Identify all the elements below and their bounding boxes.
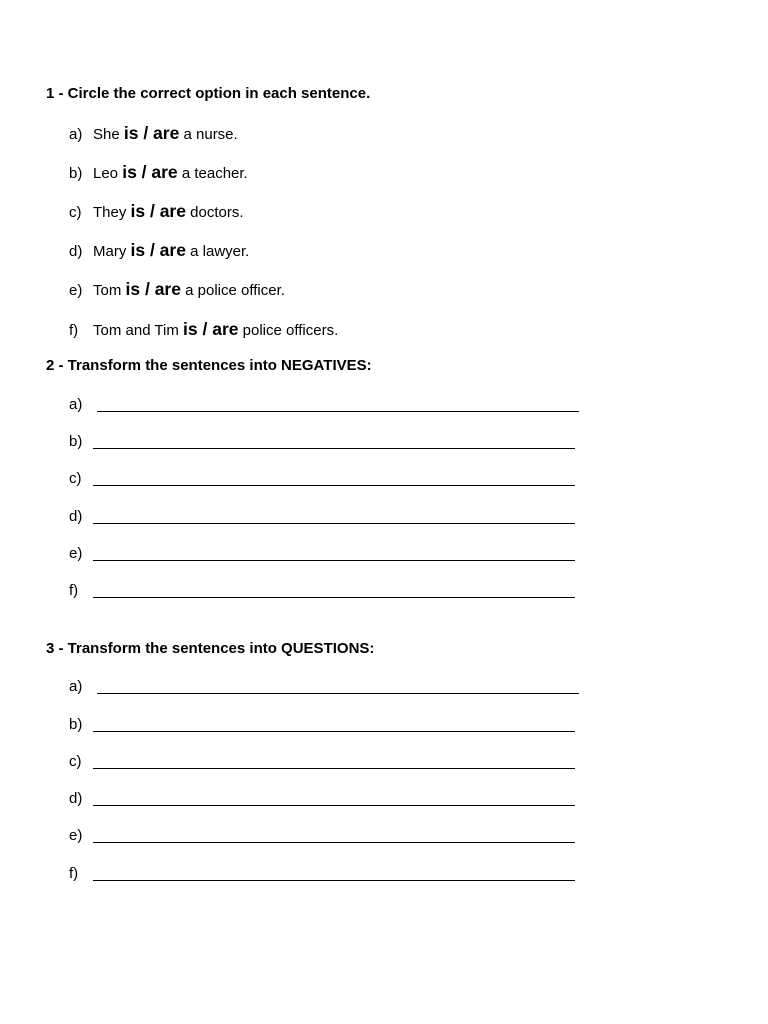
negative-answer-line-b[interactable] [93, 448, 575, 449]
negative-answer-line-d[interactable] [93, 523, 575, 524]
sentence-b [69, 162, 248, 184]
section-2-heading: 2 - Transform the sentences into NEGATIVES: [46, 357, 372, 374]
choice-option[interactable]: is / are [183, 319, 239, 339]
answer-letter: f) [69, 865, 79, 882]
question-answer-line-c[interactable] [93, 768, 575, 769]
choice-option[interactable]: is / are [125, 279, 181, 299]
choice-option[interactable]: is / are [130, 240, 186, 260]
section-3-heading: 3 - Transform the sentences into QUESTIONS: [46, 640, 375, 657]
question-answer-line-d[interactable] [93, 805, 575, 806]
answer-letter: b) [69, 716, 83, 733]
sentence-end: a nurse. [179, 126, 238, 143]
sentence-a [69, 123, 238, 145]
sentence-end: doctors. [185, 204, 244, 221]
sentence-start: They [93, 204, 131, 221]
sentence-start: She [93, 126, 124, 143]
choice-option[interactable]: is / are [122, 162, 178, 182]
negative-answer-line-e[interactable] [93, 560, 575, 561]
sentence-end: a lawyer. [185, 243, 250, 260]
sentence-start: Tom [93, 282, 126, 299]
sentence-letter: b) [69, 165, 83, 182]
answer-letter: e) [69, 827, 83, 844]
negative-answer-line-a[interactable] [97, 411, 579, 412]
sentence-start: Tom and Tim [93, 322, 184, 339]
sentence-letter: e) [69, 282, 83, 299]
negative-answer-line-c[interactable] [93, 485, 575, 486]
answer-letter: d) [69, 790, 83, 807]
choice-option[interactable]: is / are [123, 123, 180, 143]
answer-letter: a) [69, 396, 83, 413]
sentence-end: a police officer. [180, 282, 285, 299]
sentence-start: Mary [93, 243, 131, 260]
sentence-letter: d) [69, 243, 83, 260]
question-answer-line-e[interactable] [93, 842, 575, 843]
section-1-heading: 1 - Circle the correct option in each sentence. [46, 85, 371, 102]
negative-answer-line-f[interactable] [93, 597, 575, 598]
sentence-c [69, 201, 244, 223]
answer-letter: c) [69, 753, 82, 770]
answer-letter: d) [69, 508, 83, 525]
choice-option[interactable]: is / are [130, 201, 186, 221]
sentence-end: police officers. [238, 322, 339, 339]
sentence-letter: f) [69, 322, 79, 339]
question-answer-line-f[interactable] [93, 880, 575, 881]
answer-letter: b) [69, 433, 83, 450]
sentence-e [69, 279, 285, 301]
sentence-letter: c) [69, 204, 82, 221]
question-answer-line-b[interactable] [93, 731, 575, 732]
sentence-end: a teacher. [177, 165, 248, 182]
answer-letter: f) [69, 582, 79, 599]
sentence-d [69, 240, 249, 262]
answer-letter: a) [69, 678, 83, 695]
sentence-f [69, 319, 338, 341]
answer-letter: c) [69, 470, 82, 487]
sentence-start: Leo [93, 165, 123, 182]
sentence-letter: a) [69, 126, 83, 143]
question-answer-line-a[interactable] [97, 693, 579, 694]
answer-letter: e) [69, 545, 83, 562]
